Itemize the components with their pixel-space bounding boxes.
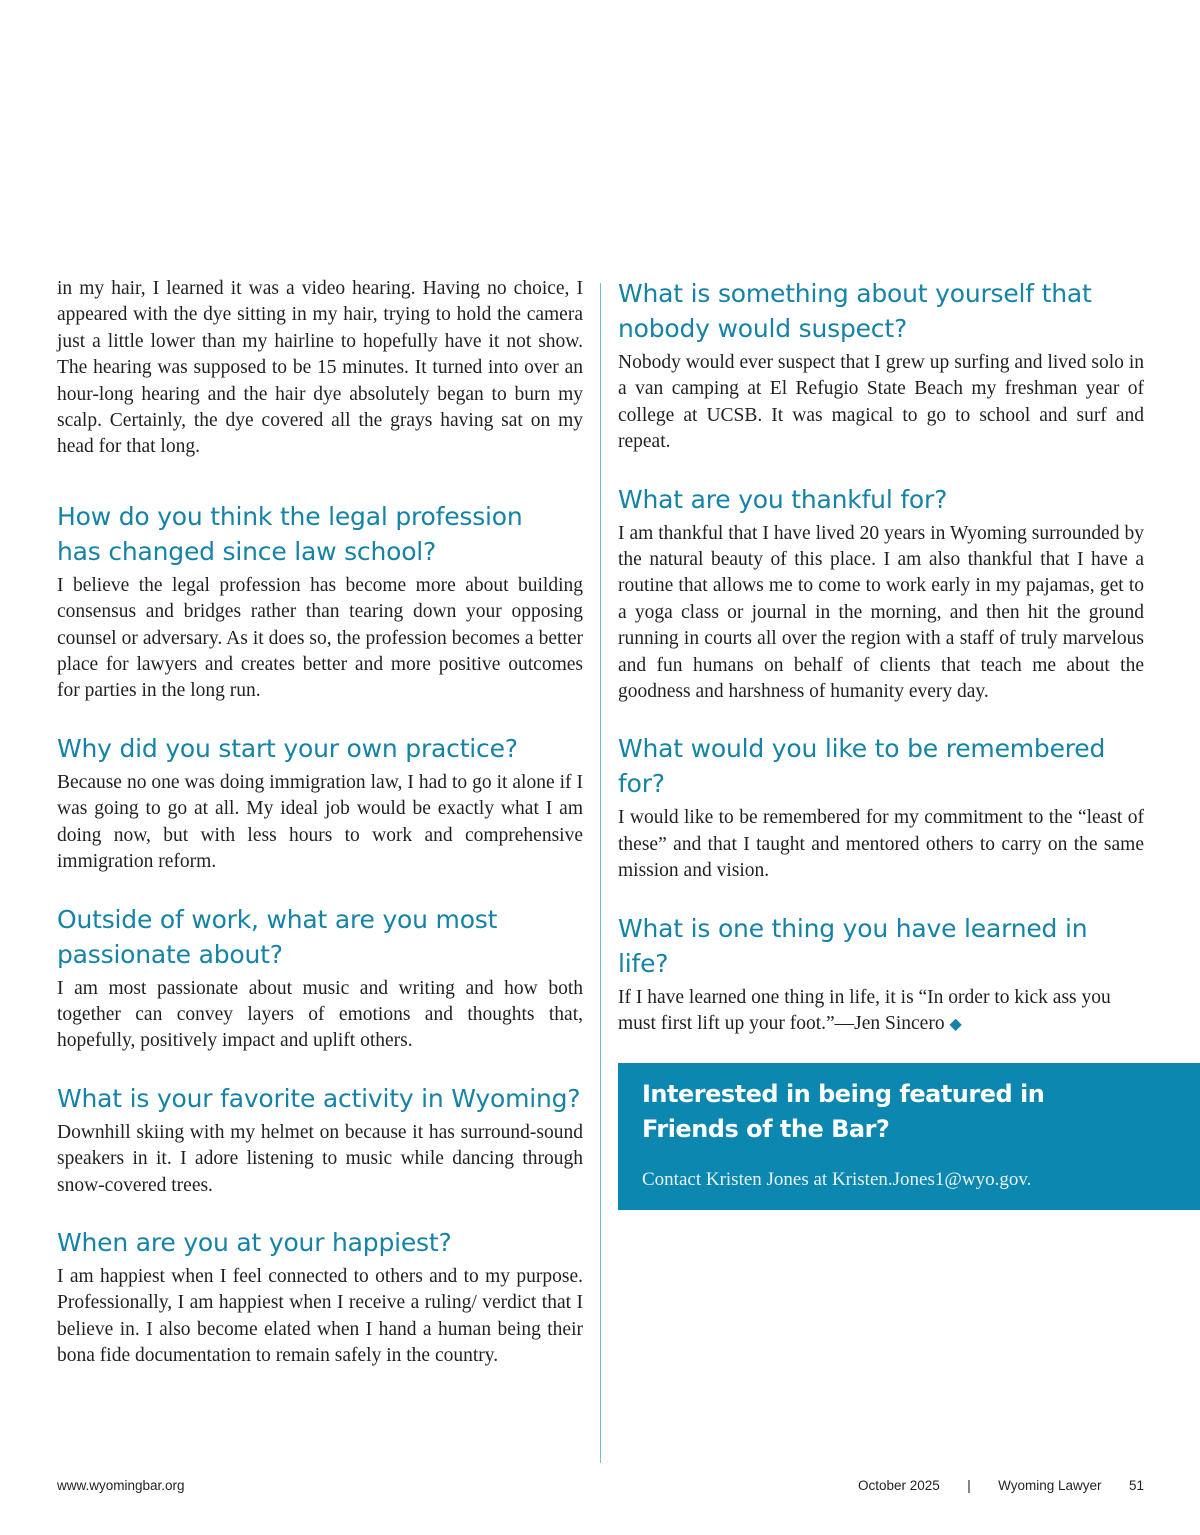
column-divider <box>600 283 601 1463</box>
lead-paragraph: in my hair, I learned it was a video hearing. Having no choice, I appeared with the dye sitting in my hair, trying to hold the camera just a little lower than my hairline to hopefully have it not show. The hearing was supposed to be 15 minutes. It turned into over an hour-long hearing and the hair dye absolutely began to burn my scalp. Certainly, the dye covered all the grays having sat on my head for that long. <box>57 278 583 458</box>
footer-publication: Wyoming Lawyer <box>998 1478 1102 1493</box>
question-heading: Outside of work, what are you most passionate about? <box>57 904 498 969</box>
end-mark-diamond-icon: ◆ <box>949 1016 962 1034</box>
qa-section-learned <box>618 911 1144 1039</box>
question-heading: Why did you start your own practice? <box>57 733 518 763</box>
featured-callout-box <box>618 1063 1200 1210</box>
qa-section-favorite-activity <box>57 1081 583 1199</box>
left-column <box>57 276 583 1396</box>
page-number: 51 <box>1128 1478 1144 1493</box>
answer-paragraph: I would like to be remembered for my commitment to the “least of these” and that I taught and mentored others to carry on the same mission and vision. <box>618 807 1144 882</box>
qa-section-remembered <box>618 731 1144 884</box>
answer-paragraph: Nobody would ever suspect that I grew up surfing and lived solo in a van camping at El Refugio State Beach my freshman year of college at UCSB. It was magical to go to school and surf and repeat. <box>618 352 1144 453</box>
answer-paragraph: I believe the legal profession has become more about building consensus and bridges rather than tearing down your opposing counsel or adversary. As it does so, the profession becomes a better place for lawyers and creates better and more positive outcomes for parties in the long run. <box>57 574 583 702</box>
qa-section-thankful <box>618 482 1144 706</box>
question-heading: What is your favorite activity in Wyoming? <box>57 1083 581 1113</box>
footer-right <box>858 1478 1144 1493</box>
footer-issue: October 2025 <box>858 1478 940 1493</box>
qa-section-suspect <box>618 276 1144 456</box>
answer-paragraph: Because no one was doing immigration law, I had to go it alone if I was going to go at all. My ideal job would be exactly what I am doing now, but with less hours to work and comprehensive immigration reform. <box>57 771 583 873</box>
question-heading: How do you think the legal profession has changed since law school? <box>57 501 523 566</box>
answer-paragraph: Downhill skiing with my helmet on because it has surround-sound speakers in it. I adore listening to music while dancing through snow-covered trees. <box>57 1121 583 1196</box>
footer-website: www.wyomingbar.org <box>57 1478 185 1493</box>
answer-paragraph: I am most passionate about music and writing and how both together can convey layers of emotions and thoughts that, hopefully, positively impact and uplift others. <box>57 977 583 1052</box>
answer-paragraph <box>618 985 1144 1039</box>
qa-section-own-practice <box>57 731 583 876</box>
question-heading: What is one thing you have learned in life? <box>618 913 1088 978</box>
question-heading: What would you like to be remembered for? <box>618 734 1106 799</box>
answer-paragraph: I am happiest when I feel connected to others and to my purpose. Professionally, I am happiest when I receive a ruling/ verdict that I believe in. I also become elated when I hand a human being their bona fide documentation to remain safely in the country. <box>57 1265 583 1367</box>
question-heading: When are you at your happiest? <box>57 1227 452 1257</box>
right-column <box>618 276 1144 1065</box>
question-heading: What are you thankful for? <box>618 484 948 514</box>
qa-section-passion <box>57 902 583 1055</box>
qa-section-legal-profession <box>57 499 583 705</box>
callout-contact-text: Contact Kristen Jones at Kristen.Jones1@wyo.gov. <box>642 1169 1032 1190</box>
answer-text: If I have learned one thing in life, it is “In order to kick ass you must first lift up your foot.”—Jen Sincero <box>618 986 1111 1035</box>
footer-separator: | <box>967 1478 971 1493</box>
answer-paragraph: I am thankful that I have lived 20 years in Wyoming surrounded by the natural beauty of this place. I am also thankful that I have a routine that allows me to come to work early in my pajamas, get to a yoga class or journal in the morning, and then hit the ground running in courts all over the region with a staff of truly marvelous and fun humans on behalf of clients that teach me about the goodness and harshness of humanity every day. <box>618 522 1144 703</box>
callout-title: Interested in being featured in Friends of the Bar? <box>642 1080 1045 1143</box>
qa-section-happiest <box>57 1225 583 1370</box>
question-heading: What is something about yourself that nobody would suspect? <box>618 279 1092 343</box>
